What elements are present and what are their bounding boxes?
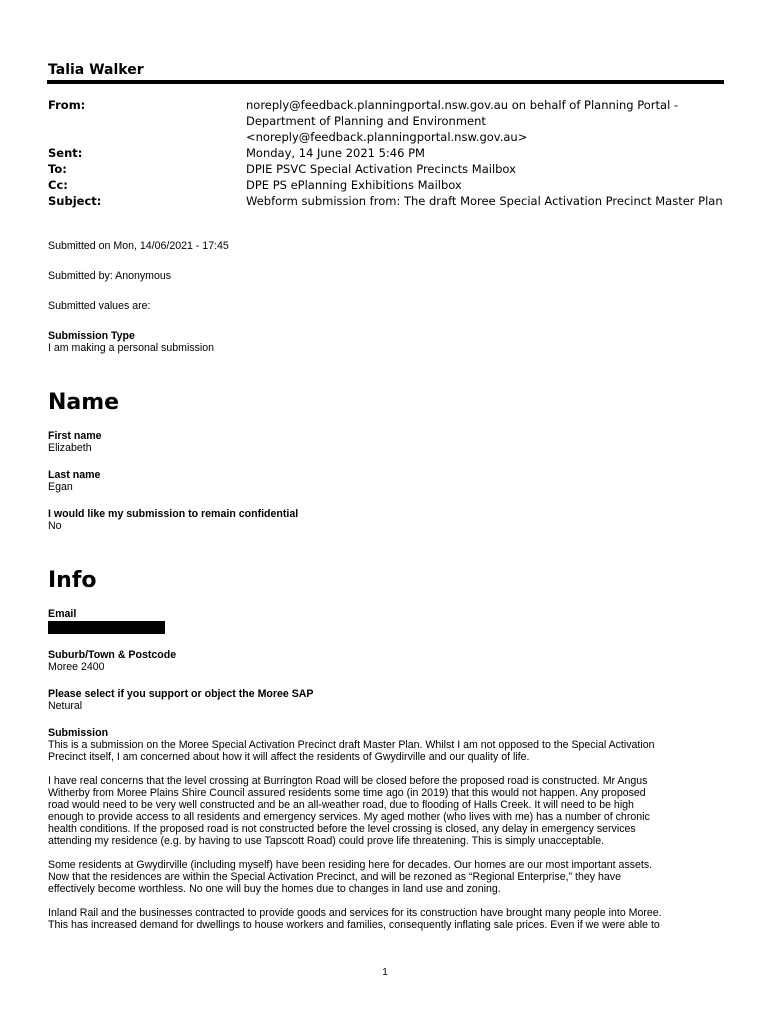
text-line: This has increased demand for dwellings to house workers and families, consequently inflating sale prices. Even if we were able to <box>48 919 660 931</box>
from-line: noreply@feedback.planningportal.nsw.gov.au on behalf of Planning Portal - <box>246 98 679 112</box>
text-line: attending my residence (e.g. by having to use Tapscott Road) could prove life threatening. This is simply unacceptable. <box>48 835 605 847</box>
sent-value: Monday, 14 June 2021 5:46 PM <box>246 146 425 160</box>
text-line: This is a submission on the Moree Special Activation Precinct draft Master Plan. Whilst I am not opposed to the Special Activation <box>48 739 655 751</box>
last-name-field <box>48 469 728 493</box>
email-value <box>48 620 728 634</box>
cc-value: DPE PS ePlanning Exhibitions Mailbox <box>246 178 462 192</box>
text-line: I have real concerns that the level crossing at Burrington Road will be closed before the proposed road is constructed. Mr Angus <box>48 775 648 787</box>
suburb-label: Suburb/Town & Postcode <box>48 649 177 661</box>
last-name-value: Egan <box>48 481 73 493</box>
text-line: Precinct itself, I am concerned about how it will affect the residents of Gwydirville and our quality of life. <box>48 751 530 763</box>
from-line: <noreply@feedback.planningportal.nsw.gov.au> <box>246 130 528 144</box>
support-value: Netural <box>48 700 83 712</box>
submitted-values-intro: Submitted values are: <box>48 300 151 312</box>
subject-label: Subject: <box>48 194 102 208</box>
to-row <box>48 161 728 177</box>
from-row <box>48 97 728 145</box>
submission-field <box>48 727 728 931</box>
text-line: Inland Rail and the businesses contracted to provide goods and services for its construction have brought many people into Moree. <box>48 907 662 919</box>
support-field <box>48 688 728 712</box>
confidential-field <box>48 508 728 532</box>
text-line: Now that the residences are within the Special Activation Precinct, and will be rezoned as “Regional Enterprise,” they have <box>48 871 621 883</box>
sent-label: Sent: <box>48 146 83 160</box>
from-label: From: <box>48 98 86 112</box>
first-name-value: Elizabeth <box>48 442 92 454</box>
submission-label: Submission <box>48 727 109 739</box>
text-line: Witherby from Moree Plains Shire Council assured residents some time ago (in 2019) that this would not happen. Any proposed <box>48 787 646 799</box>
text-line: road would need to be very well constructed and be an all-weather road, due to flooding of Halls Creek. It will need to be high <box>48 799 634 811</box>
confidential-label: I would like my submission to remain confidential <box>48 508 299 520</box>
email-header <box>48 97 728 209</box>
submission-type-field <box>48 330 728 354</box>
subject-row <box>48 193 728 209</box>
submitted-on: Submitted on Mon, 14/06/2021 - 17:45 <box>48 240 229 252</box>
submission-paragraph <box>48 907 728 931</box>
text-line: effectively become worthless. No one will buy the homes due to changes in land use and zoning. <box>48 883 501 895</box>
text-line: health conditions. If the proposed road is not constructed before the level crossing is closed, any delay in emergency services <box>48 823 636 835</box>
first-name-field <box>48 430 728 454</box>
page-number: 1 <box>382 967 388 978</box>
suburb-field <box>48 649 728 673</box>
submission-type-label: Submission Type <box>48 330 135 342</box>
confidential-value: No <box>48 520 62 532</box>
header-divider <box>47 80 724 84</box>
email-field <box>48 608 728 634</box>
last-name-label: Last name <box>48 469 101 481</box>
mailbox-owner-name: Talia Walker <box>48 62 144 78</box>
cc-label: Cc: <box>48 178 68 192</box>
email-label: Email <box>48 608 77 620</box>
text-line: enough to provide access to all residents and emergency services. My aged mother (who lives with me) has a number of chronic <box>48 811 650 823</box>
subject-value: Webform submission from: The draft Moree Special Activation Precinct Master Plan <box>246 194 723 208</box>
cc-row <box>48 177 728 193</box>
submitted-by: Submitted by: Anonymous <box>48 270 172 282</box>
name-section-title: Name <box>48 390 120 415</box>
submission-paragraph <box>48 775 728 847</box>
from-value <box>246 97 728 145</box>
first-name-label: First name <box>48 430 102 442</box>
email-body <box>48 240 728 946</box>
suburb-value: Moree 2400 <box>48 661 105 673</box>
redaction-bar <box>48 621 165 634</box>
info-section-title: Info <box>48 568 97 593</box>
submission-paragraph <box>48 739 728 763</box>
sent-row <box>48 145 728 161</box>
submission-type-value: I am making a personal submission <box>48 342 215 354</box>
support-label: Please select if you support or object the Moree SAP <box>48 688 314 700</box>
submission-paragraph <box>48 859 728 895</box>
from-line: Department of Planning and Environment <box>246 114 486 128</box>
to-label: To: <box>48 162 67 176</box>
text-line: Some residents at Gwydirville (including myself) have been residing here for decades. Our homes are our most important assets. <box>48 859 653 871</box>
to-value: DPIE PSVC Special Activation Precincts Mailbox <box>246 162 516 176</box>
